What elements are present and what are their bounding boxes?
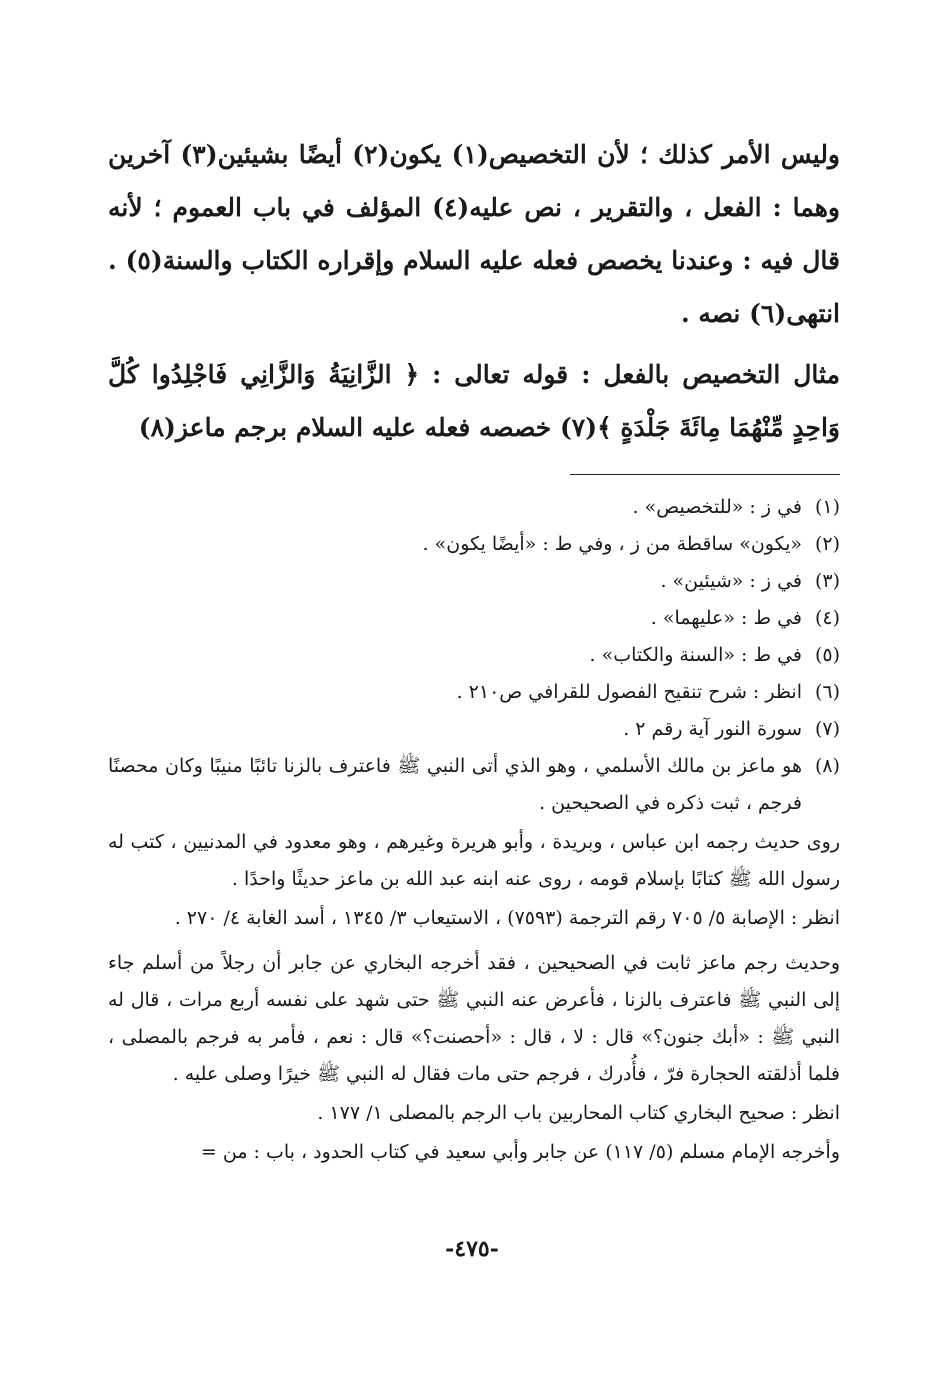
page-body <box>108 128 840 1171</box>
footnote-text: هو ماعز بن مالك الأسلمي ، وهو الذي أتى النبي ﷺ فاعترف بالزنا تائبًا منيبًا وكان محصنًا فرجم ، ثبت ذكره في الصحيحين . <box>108 755 802 814</box>
paragraph-2-lead: مثال التخصيص بالفعل : قوله تعالى : <box>419 360 840 389</box>
footnote-text: في ط : «السنة والكتاب» . <box>589 644 802 666</box>
footnote-text: انظر : شرح تنقيح الفصول للقرافي ص٢١٠ . <box>456 681 802 703</box>
footnote-text: سورة النور آية رقم ٢ . <box>623 718 802 740</box>
footnote-item <box>108 637 840 674</box>
quran-verse: ﴿ الزَّانِيَةُ وَالزَّانِي فَاجْلِدُوا كُلَّ وَاحِدٍ مِّنْهُمَا مِائَةَ جَلْدَةٍ ﴾ <box>108 360 840 442</box>
footnote-number: (١) <box>814 496 840 518</box>
footnote-number: (٧) <box>814 718 840 740</box>
main-paragraph-2 <box>108 348 840 454</box>
paragraph-2-tail: (٧) خصصه فعله عليه السلام برجم ماعز(٨) <box>138 413 598 442</box>
footnote-item <box>108 674 840 711</box>
footnote-8-continuation: روى حديث رجمه ابن عباس ، وبريدة ، وأبو هريرة وغيرهم ، وهو معدود في المدنيين ، كتب له رسول الله ﷺ كتابًا بإسلام قومه ، روى عنه ابنه عبد الله بن ماعز حديثًا واحدًا . <box>108 831 840 890</box>
main-text <box>108 128 840 454</box>
footnote-number: (٥) <box>814 644 840 666</box>
footnotes <box>108 489 840 1171</box>
footnote-8-bukhari-ref: انظر : صحيح البخاري كتاب المحاربين باب الرجم بالمصلى ١/ ١٧٧ . <box>317 1102 840 1124</box>
footnote-text: في ز : «للتخصيص» . <box>632 496 802 518</box>
footnote-text: في ط : «عليهما» . <box>650 607 802 629</box>
footnote-text: «يكون» ساقطة من ز ، وفي ط : «أيضًا يكون» . <box>422 533 802 555</box>
footnote-8-muslim-ref: وأخرجه الإمام مسلم (٥/ ١١٧) عن جابر وأبي سعيد في كتاب الحدود ، باب : من = <box>200 1141 840 1163</box>
footnote-item <box>108 526 840 563</box>
footnote-number: (٢) <box>814 533 840 555</box>
footnote-item <box>108 600 840 637</box>
footnote-item <box>108 748 840 822</box>
footnote-separator-wrap <box>108 474 840 475</box>
footnote-item <box>108 489 840 526</box>
page-number: -٤٧٥- <box>445 1236 499 1262</box>
footnote-number: (٣) <box>814 570 840 592</box>
footnote-item <box>108 711 840 748</box>
footnote-item <box>108 563 840 600</box>
footnote-number: (٨) <box>814 755 840 777</box>
footnote-number: (٦) <box>814 681 840 703</box>
footnote-number: (٤) <box>814 607 840 629</box>
footnote-8-hadith: وحديث رجم ماعز ثابت في الصحيحين ، فقد أخرجه البخاري عن جابر أن رجلاً من أسلم جاء إلى النبي ﷺ فاعترف بالزنا ، فأعرض عنه النبي ﷺ حتى شهد على نفسه أربع مرات ، قال له النبي ﷺ : «أبك جنون؟» قال : لا ، قال : «أحصنت؟» قال : نعم ، فأمر به فرجم بالمصلى ، فلما أذلقته الحجارة فرّ ، فأُدرك ، فرجم حتى مات فقال له النبي ﷺ خيرًا وصلى عليه . <box>108 952 840 1085</box>
footnote-8-reference: انظر : الإصابة ٥/ ٧٠٥ رقم الترجمة (٧٥٩٣) ، الاستيعاب ٣/ ١٣٤٥ ، أسد الغابة ٤/ ٢٧٠ . <box>174 907 840 929</box>
footnote-separator <box>570 474 840 475</box>
footnote-text: في ز : «شيئين» . <box>660 570 802 592</box>
main-paragraph-1: وليس الأمر كذلك ؛ لأن التخصيص(١) يكون(٢) أيضًا بشيئين(٣) آخرين وهما : الفعل ، والتقرير ، نص عليه(٤) المؤلف في باب العموم ؛ لأنه قال فيه : وعندنا يخصص فعله عليه السلام وإقراره الكتاب والسنة(٥) . انتهى(٦) نصه . <box>108 140 841 328</box>
